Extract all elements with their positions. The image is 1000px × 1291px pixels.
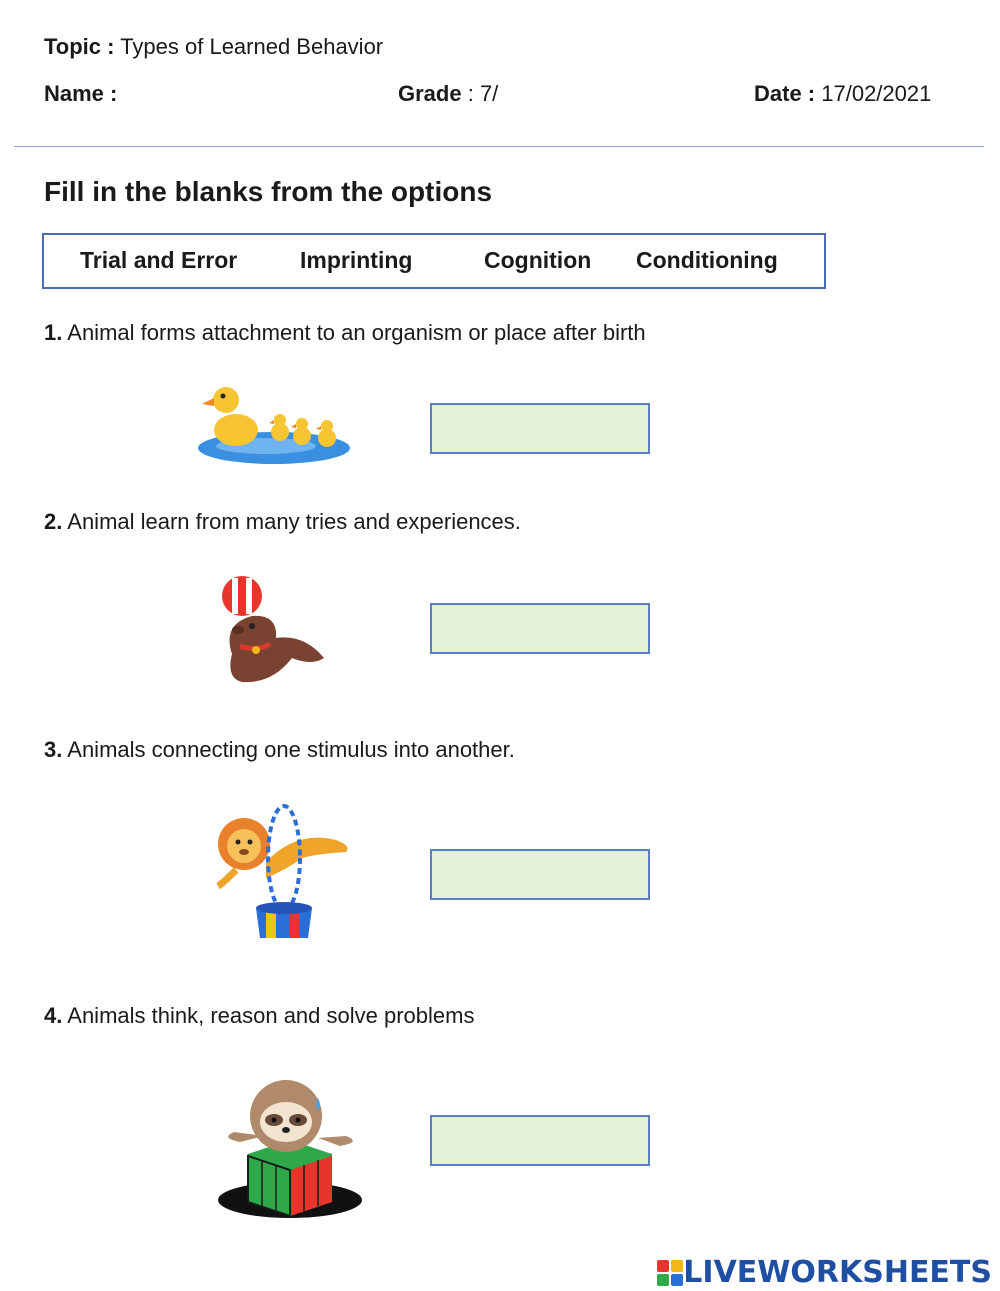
question-text: Animal learn from many tries and experiences. xyxy=(67,509,521,534)
word-bank-option: Imprinting xyxy=(300,247,413,273)
question-text: Animals connecting one stimulus into another. xyxy=(67,737,515,762)
grade-label: Grade xyxy=(398,81,462,106)
topic-value: Types of Learned Behavior xyxy=(120,34,384,59)
liveworksheets-logo xyxy=(657,1255,992,1290)
sloth-cube-image xyxy=(214,1076,366,1222)
question-text: Animals think, reason and solve problems xyxy=(67,1003,475,1028)
answer-input-2[interactable] xyxy=(430,603,650,654)
topic-line xyxy=(44,34,383,60)
name-label: Name : xyxy=(44,81,118,106)
header-divider xyxy=(14,146,984,147)
question-3 xyxy=(44,737,515,763)
date-value: 17/02/2021 xyxy=(821,81,932,106)
lion-hoop-image xyxy=(206,800,354,942)
logo-text: LIVEWORKSHEETS xyxy=(683,1255,992,1290)
word-bank-option: Trial and Error xyxy=(80,247,238,273)
word-bank-option: Conditioning xyxy=(636,247,778,273)
liveworksheets-logo-icon xyxy=(657,1260,683,1286)
grade-line xyxy=(398,81,498,107)
duck-family-image xyxy=(196,376,354,468)
answer-input-3[interactable] xyxy=(430,849,650,900)
answer-input-1[interactable] xyxy=(430,403,650,454)
topic-label: Topic : xyxy=(44,34,115,59)
question-1 xyxy=(44,320,646,346)
answer-input-4[interactable] xyxy=(430,1115,650,1166)
question-2 xyxy=(44,509,521,535)
question-4 xyxy=(44,1003,474,1029)
seal-ball-image xyxy=(212,574,334,690)
word-bank xyxy=(42,233,826,289)
question-number: 4. xyxy=(44,1003,63,1028)
question-number: 3. xyxy=(44,737,63,762)
question-text: Animal forms attachment to an organism or place after birth xyxy=(67,320,646,345)
grade-value: : 7/ xyxy=(467,81,499,106)
date-line xyxy=(754,81,931,107)
name-line xyxy=(44,81,117,107)
question-number: 1. xyxy=(44,320,63,345)
date-label: Date : xyxy=(754,81,816,106)
instructions-title: Fill in the blanks from the options xyxy=(44,176,493,207)
question-number: 2. xyxy=(44,509,63,534)
word-bank-option: Cognition xyxy=(484,247,592,273)
